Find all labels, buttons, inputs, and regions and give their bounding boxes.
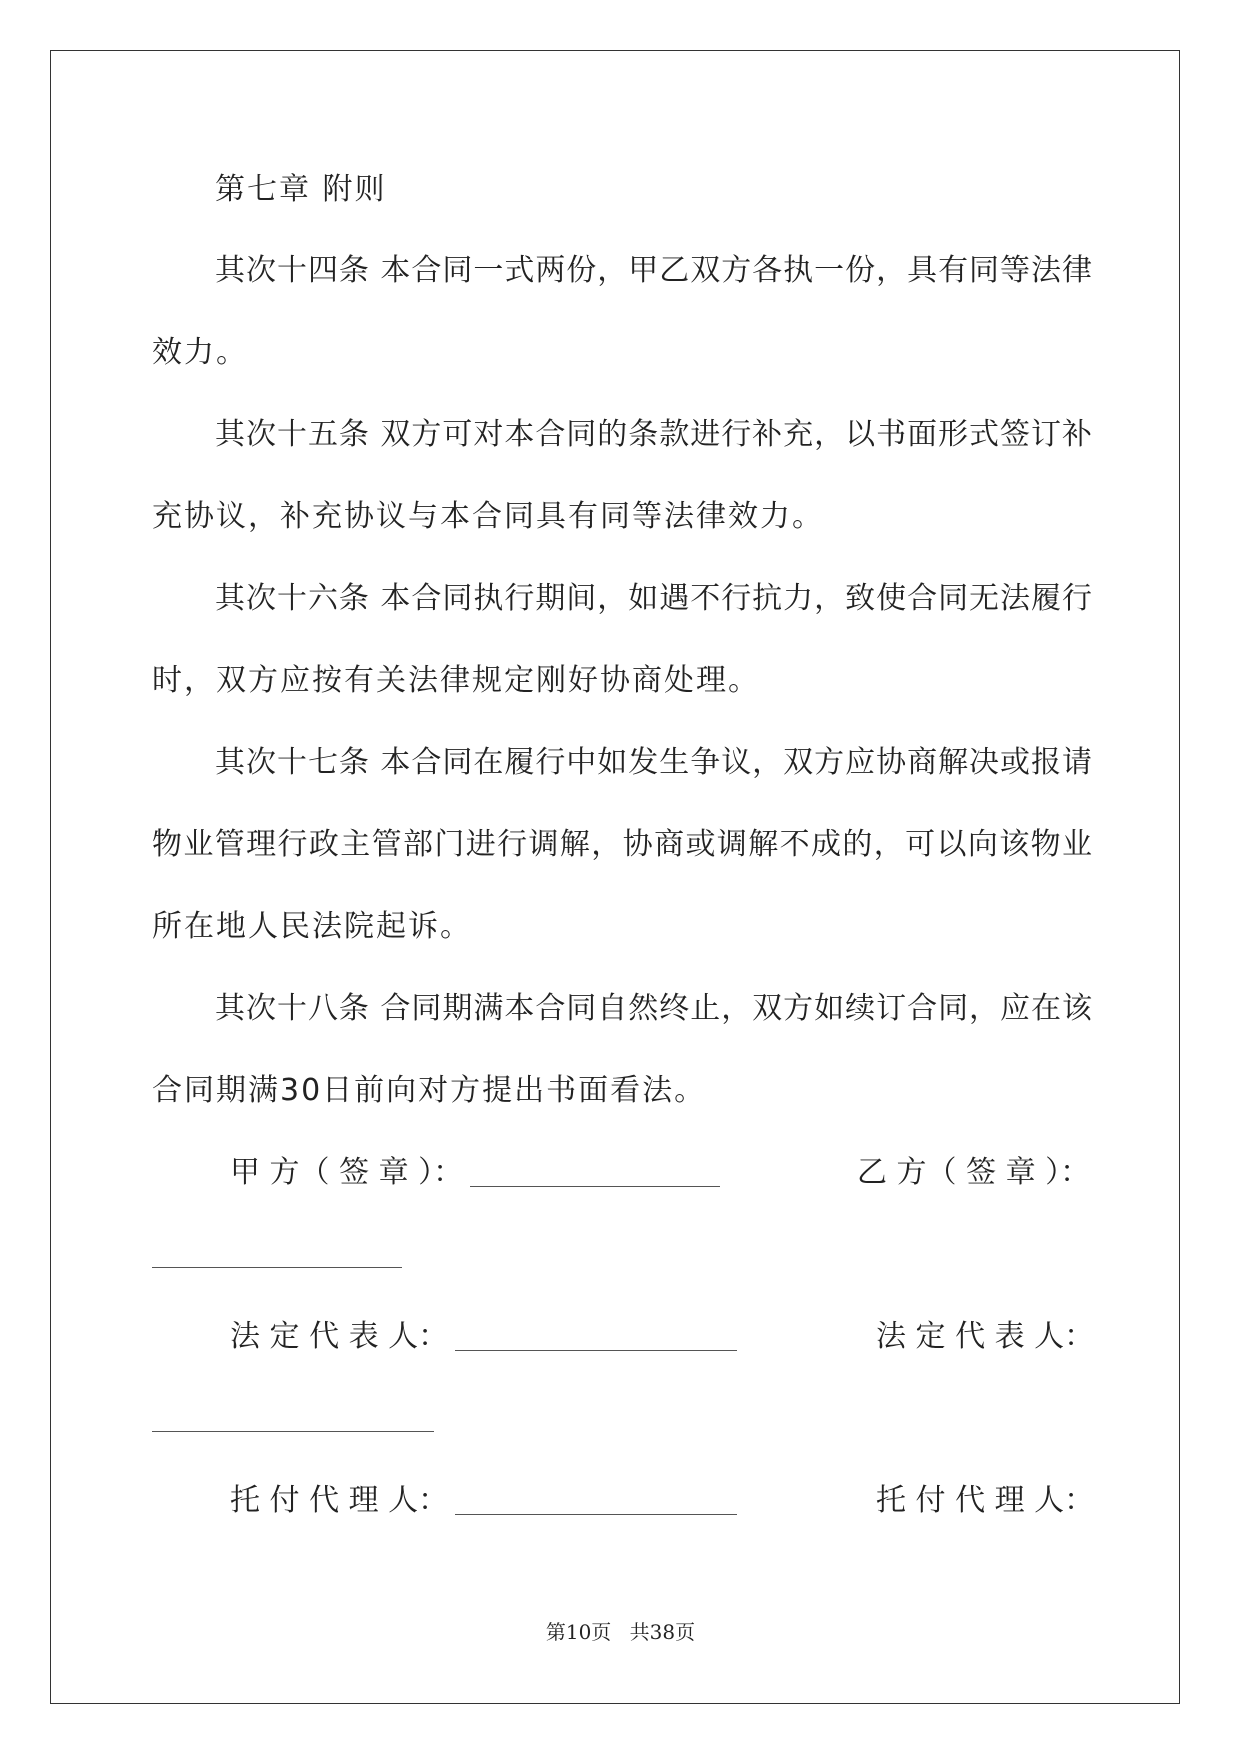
chapter-title: 第七章 附则 [215,172,387,207]
legal-rep-b-line[interactable] [152,1431,434,1432]
legal-rep-a-label: 法 定 代 表 人： [230,1319,449,1354]
legal-rep-a-line[interactable] [455,1350,737,1351]
article-24-line-2: 效力。 [152,335,248,370]
article-25-line-1: 其次十五条 双方可对本合同的条款进行补充，以书面形式签订补 [215,417,1092,452]
agent-a-label: 托 付 代 理 人： [230,1483,449,1518]
article-25-line-2: 充协议，补充协议与本合同具有同等法律效力。 [152,499,824,534]
agent-a-line[interactable] [455,1514,737,1515]
page-footer [0,1620,1241,1644]
party-b-sign-label: 乙 方（ 签 章 ）： [857,1155,1091,1190]
article-27-line-1: 其次十七条 本合同在履行中如发生争议，双方应协商解决或报请 [215,745,1092,780]
article-26-line-1: 其次十六条 本合同执行期间，如遇不行抗力，致使合同无法履行 [215,581,1092,616]
party-a-sign-label: 甲 方（ 签 章 ）： [230,1155,464,1190]
article-24-line-1: 其次十四条 本合同一式两份，甲乙双方各执一份，具有同等法律 [215,253,1092,288]
party-b-sign-line[interactable] [152,1267,402,1268]
article-26-line-2: 时，双方应按有关法律规定刚好协商处理。 [152,663,760,698]
party-a-sign-line[interactable] [470,1186,720,1187]
article-28-line-2: 合同期满30日前向对方提出书面看法。 [152,1073,707,1108]
page-number: 第10页 [545,1620,612,1644]
article-27-line-3: 所在地人民法院起诉。 [152,909,472,944]
article-27-line-2: 物业管理行政主管部门进行调解，协商或调解不成的，可以向该物业 [152,827,1092,862]
agent-b-label: 托 付 代 理 人： [876,1483,1095,1518]
page-total: 共38页 [629,1620,696,1644]
page-frame [50,50,1180,1704]
article-28-line-1: 其次十八条 合同期满本合同自然终止，双方如续订合同，应在该 [215,991,1092,1026]
legal-rep-b-label: 法 定 代 表 人： [876,1319,1095,1354]
